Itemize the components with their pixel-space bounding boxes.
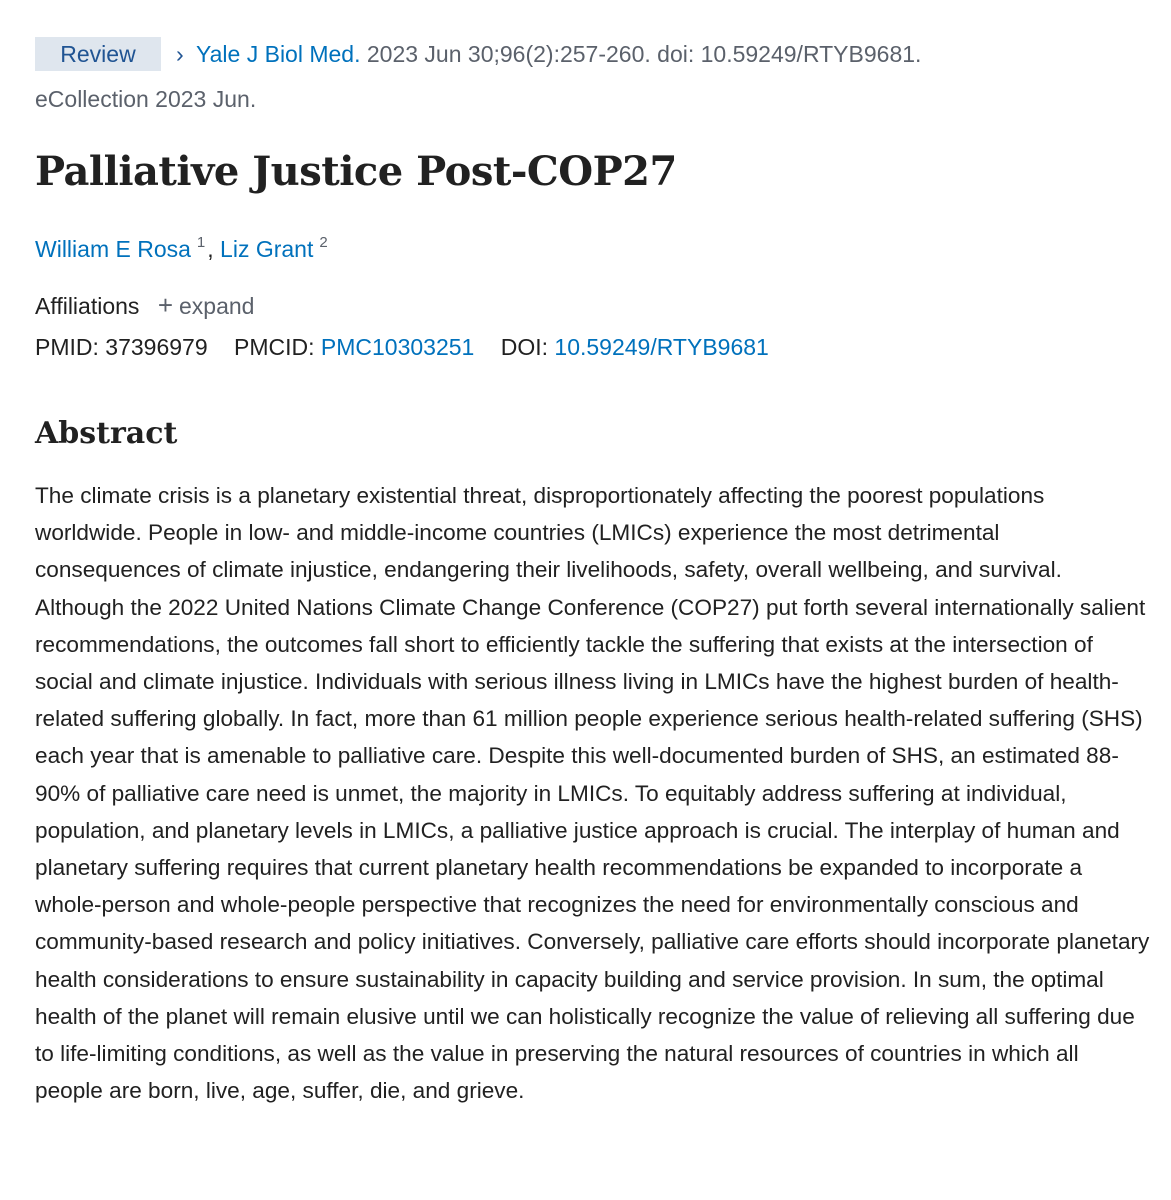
- pmcid-link[interactable]: PMC10303251: [320, 334, 475, 360]
- pmid-label: PMID:: [35, 334, 99, 360]
- article-type-badge: Review: [35, 37, 161, 71]
- affiliation-number[interactable]: 2: [319, 234, 328, 251]
- author-link[interactable]: Liz Grant: [220, 236, 314, 262]
- pmcid-label: PMCID:: [234, 334, 315, 360]
- ecollection-text: eCollection 2023 Jun.: [35, 86, 257, 112]
- pmid-value: 37396979: [105, 334, 208, 360]
- affiliations-row: [35, 289, 254, 322]
- identifiers-row: [35, 331, 769, 363]
- doi-link[interactable]: 10.59249/RTYB9681: [554, 334, 769, 360]
- citation-details: 2023 Jun 30;96(2):257-260. doi: 10.59249/RTYB9681.: [366, 41, 922, 67]
- author-link[interactable]: William E Rosa: [35, 236, 191, 262]
- chevron-right-icon: ›: [176, 41, 184, 67]
- doi-label: DOI:: [500, 334, 549, 360]
- abstract-text: The climate crisis is a planetary existential threat, disproportionately affecting the poorest populations worldwide. People in low- and middle-income countries (LMICs) experience the most detrimental consequences of climate injustice, endangering their livelihoods, safety, overall wellbeing, and survival. Although the 2022 United Nations Climate Change Conference (COP27) put forth several internationally salient recommendations, the outcomes fall short to efficiently tackle the suffering that exists at the intersection of social and climate injustice. Individuals with serious illness living in LMICs have the highest burden of health-related suffering globally. In fact, more than 61 million people experience serious health-related suffering (SHS) each year that is amenable to palliative care. Despite this well-documented burden of SHS, an estimated 88-90% of palliative care need is unmet, the majority in LMICs. To equitably address suffering at individual, population, and planetary levels in LMICs, a palliative justice approach is crucial. The interplay of human and planetary suffering requires that current planetary health recommendations be expanded to incorporate a whole-person and whole-people perspective that recognizes the need for environmentally conscious and community-based research and policy initiatives. Conversely, palliative care efforts should incorporate planetary health considerations to ensure sustainability in capacity building and service provision. In sum, the optimal health of the planet will remain elusive until we can holistically recognize the value of relieving all suffering due to life-limiting conditions, as well as the value in preserving the natural resources of countries in which all people are born, live, age, suffer, die, and grieve.: [35, 483, 1150, 1104]
- abstract-heading: Abstract: [35, 416, 178, 451]
- expand-label: expand: [179, 293, 255, 319]
- author-separator: ,: [207, 236, 214, 262]
- page-title: Palliative Justice Post-COP27: [35, 148, 677, 195]
- journal-link[interactable]: Yale J Biol Med.: [196, 41, 361, 67]
- citation-line: [176, 37, 921, 71]
- plus-icon: +: [157, 290, 173, 320]
- expand-affiliations-button[interactable]: [157, 290, 255, 320]
- author-list: [35, 232, 330, 270]
- affiliation-number[interactable]: 1: [196, 234, 206, 251]
- affiliations-label: Affiliations: [35, 293, 140, 319]
